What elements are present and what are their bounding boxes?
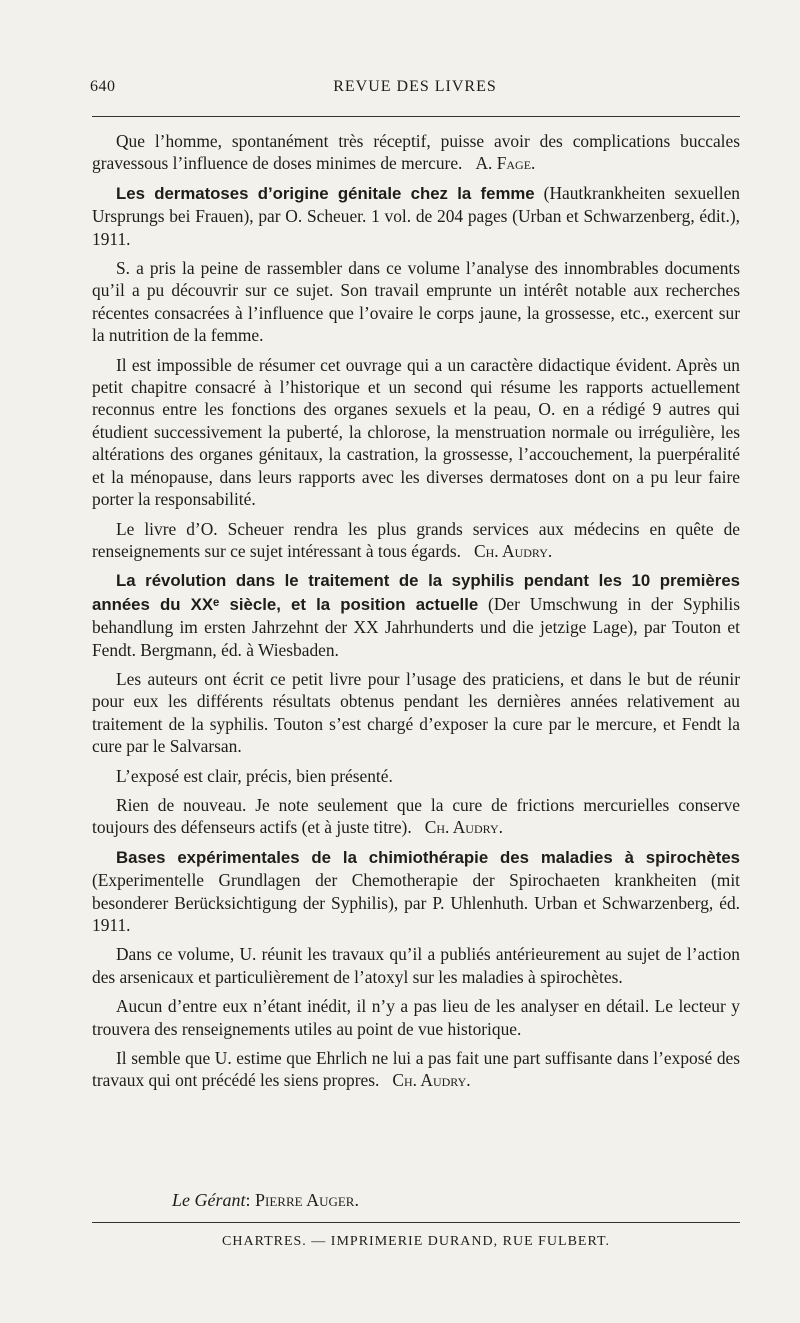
paragraph-text: Le livre d’O. Scheuer rendra les plus grands services aux médecins en quête de renseignements sur ce sujet intéressant à tous égards.	[92, 518, 740, 561]
signature: Ch. Audry.	[424, 817, 503, 838]
printer-footer: CHARTRES. — IMPRIMERIE DURAND, RUE FULBERT.	[222, 1234, 610, 1249]
signature: Ch. Audry.	[392, 1070, 471, 1091]
review-entry-heading	[92, 569, 740, 661]
book-details: (Der Umschwung in der Syphilis behandlung im ersten Jahrzehnt der XX Jahrhunderts und die jetzige Lage), par Touton et Fendt. Bergmann, éd. à Wiesbaden.	[92, 593, 740, 660]
signature: A. Fage.	[475, 153, 536, 174]
page-number: 640	[90, 78, 116, 95]
review-entry-heading	[92, 182, 740, 250]
paragraph-text: Rien de nouveau. Je note seulement que la cure de frictions mercurielles conserve toujours des défenseurs actifs (et à juste titre).	[92, 794, 740, 838]
paragraph	[92, 943, 740, 988]
paragraph-text: Il semble que U. estime que Ehrlich ne lui a pas fait une part suffisante dans l’exposé des travaux qui ont précédé les siens propres.	[92, 1048, 740, 1091]
paragraph-text: S. a pris la peine de rassembler dans ce volume l’analyse des innombrables documents qu’il a pu découvrir sur ce sujet. Son travail emprunte un intérêt notable aux recherches récentes consacrées à l’influence que l’ovaire le corps jaune, la grossesse, etc., exercent sur la nutrition de la femme.	[92, 258, 740, 346]
book-details: (Experimentelle Grundlagen der Chemotherapie der Spirochaeten krankheiten (mit besonderer Berücksichtigung der Syphilis), par P. Uhlenhuth. Urban et Schwarzenberg, éd. 1911.	[92, 870, 740, 935]
paragraph	[92, 1047, 740, 1092]
book-title: Les dermatoses d’origine génitale chez la femme	[116, 183, 535, 203]
paragraph	[92, 354, 740, 511]
paragraph-text: Il est impossible de résumer cet ouvrage qui a un caractère didactique évident. Après un petit chapitre consacré à l’historique et un second qui résume les rapports actuellement reconnus entre les fonctions des organes sexuels et la peau, O. en a rédigé 9 autres qui étudient successivement la puberté, la chlorose, la menstruation normale ou irrégulière, les altérations des organes génitaux, la castration, la grossesse, l’accouchement, la puerpéralité et la ménopause, dans leurs rapports avec les diverses dermatoses dont on a pu leur faire porter la responsabilité.	[92, 354, 740, 510]
review-body	[92, 130, 740, 1099]
paragraph	[92, 794, 740, 839]
paragraph-text: Que l’homme, spontanément très réceptif, puisse avoir des complications buccales gravessous l’influence de doses minimes de mercure.	[92, 131, 740, 174]
paragraph	[92, 668, 740, 758]
running-title: REVUE DES LIVRES	[333, 78, 497, 95]
review-entry-heading	[92, 846, 740, 937]
signature: Ch. Audry.	[474, 540, 553, 561]
book-title: Bases expérimentales de la chimiothérapie des maladies à spirochètes	[116, 847, 740, 867]
footer-rule	[92, 1222, 740, 1223]
book-title: La révolution dans le traitement de la syphilis pendant les 10 premières années du XXᵉ siècle, et la position actuelle	[92, 571, 740, 614]
paragraph	[92, 130, 740, 175]
paragraph-text: Les auteurs ont écrit ce petit livre pour l’usage des praticiens, et dans le but de réunir pour eux les différents résultats obtenus pendant les dernières années relativement au traitement de la syphilis. Touton s’est chargé d’exposer la cure par le mercure, et Fendt la cure par le Salvarsan.	[92, 668, 740, 757]
paragraph-text: L’exposé est clair, précis, bien présenté.	[116, 765, 393, 786]
paragraph	[92, 257, 740, 347]
gerant-label: Le Gérant	[172, 1190, 246, 1210]
gerant-separator: :	[245, 1190, 256, 1210]
gerant-name: Pierre Auger.	[255, 1190, 359, 1210]
paragraph	[92, 765, 740, 787]
paragraph-text: Dans ce volume, U. réunit les travaux qu’il a publiés antérieurement au sujet de l’action des arsenicaux et particulièrement de l’atoxyl sur les maladies à spirochètes.	[92, 944, 740, 987]
paragraph-text: Aucun d’entre eux n’étant inédit, il n’y a pas lieu de les analyser en détail. Le lecteur y trouvera des renseignements utiles au point de vue historique.	[92, 996, 740, 1039]
paragraph	[92, 518, 740, 563]
book-details: (Hautkrankheiten sexuellen Ursprungs bei Frauen), par O. Scheuer. 1 vol. de 204 pages (Urban et Schwarzenberg, édit.), 1911.	[92, 182, 741, 249]
running-header	[90, 78, 740, 102]
gerant-line	[172, 1190, 359, 1211]
header-rule	[92, 116, 740, 117]
paragraph	[92, 995, 740, 1040]
